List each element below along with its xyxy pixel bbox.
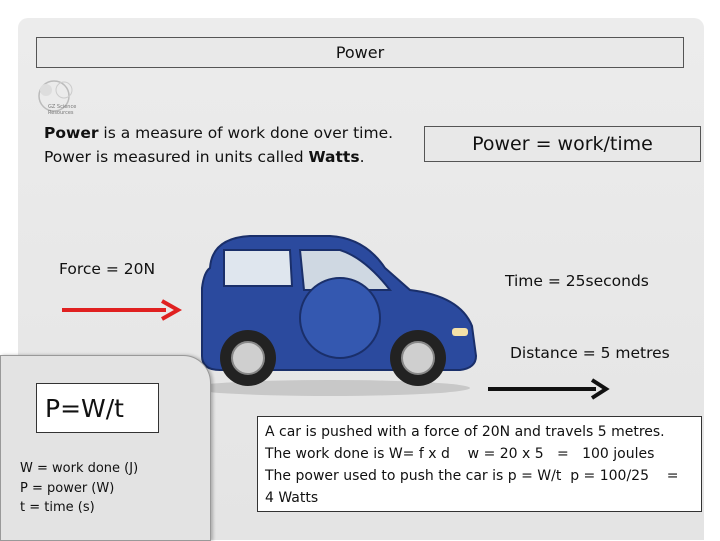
logo-text xyxy=(48,104,88,116)
slide-title xyxy=(36,37,684,68)
intro-text xyxy=(44,121,424,169)
car-image xyxy=(180,228,488,400)
power-formula-text: Power = work/time xyxy=(472,133,653,155)
variable-definitions xyxy=(20,459,138,518)
example-line: The work done is W= f x d w = 20 x 5 = 100 joules xyxy=(265,446,655,462)
pwt-formula-text: P=W/t xyxy=(45,394,124,423)
time-label: Time = 25seconds xyxy=(505,272,649,290)
intro-line2-pre: Power is measured in units called xyxy=(44,148,309,166)
force-arrow xyxy=(62,298,182,322)
logo-line1: GZ Science xyxy=(48,104,77,110)
distance-arrow xyxy=(488,378,610,400)
definition-item: W = work done (J) xyxy=(20,461,139,476)
intro-line2-post: . xyxy=(359,148,365,166)
pwt-formula-box xyxy=(36,383,159,433)
intro-line1-rest: is a measure of work done over time. xyxy=(98,124,394,142)
example-line: The power used to push the car is p = W/t p = 100/25 = xyxy=(265,468,679,484)
definition-item: P = power (W) xyxy=(20,480,115,496)
power-formula-box xyxy=(424,126,701,162)
example-line: A car is pushed with a force of 20N and travels 5 metres. xyxy=(265,424,665,440)
logo-line2: Resources xyxy=(48,110,74,116)
slide-title-text: Power xyxy=(335,43,385,62)
definition-item: t = time (s) xyxy=(20,500,95,515)
force-label: Force = 20N xyxy=(59,260,156,278)
example-line: 4 Watts xyxy=(265,490,319,506)
worked-example-box xyxy=(257,416,702,512)
intro-bold-power: Power xyxy=(44,124,99,142)
intro-bold-watts: Watts xyxy=(308,148,360,166)
distance-label: Distance = 5 metres xyxy=(510,344,670,362)
